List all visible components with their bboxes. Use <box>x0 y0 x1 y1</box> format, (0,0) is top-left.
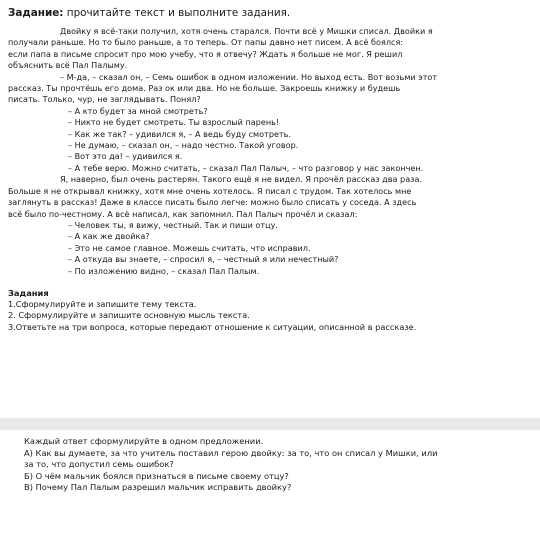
questions-list <box>24 448 532 494</box>
text-line: Двойку я всё-таки получил, хотя очень старался. Почти всё у Мишки списал. Двойки я <box>60 26 433 36</box>
text-line: – А как же двойка? <box>68 231 150 242</box>
text-line: Больше я не открывал книжку, хотя мне очень хотелось. Я писал с трудом. Так хотелось мне <box>8 185 412 196</box>
assignment-heading <box>8 7 532 19</box>
text-line: – Вот это да! – удивился я. <box>68 151 183 162</box>
text-line: если папа в письме спросит про мою учебу, что я отвечу? Ждать я больше не мог. Я решил <box>8 48 403 59</box>
text-line: – А тебе верю. Можно считать, – сказал Пал Палыч, – что разговор у нас закончен. <box>68 162 424 173</box>
task-item: 1.Сформулируйте и запишите тему текста. <box>8 298 197 309</box>
question-line: В) Почему Пал Палым разрешил мальчик исправить двойку? <box>24 482 292 493</box>
questions-sheet <box>0 430 540 536</box>
heading-label: Задание: <box>8 7 64 19</box>
text-line: – А кто будет за мной смотреть? <box>68 105 208 116</box>
question-line: за то, что допустил семь ошибок? <box>24 459 174 470</box>
tasks-list <box>8 299 532 333</box>
text-line: писать. Только, чур, не заглядывать. Понял? <box>8 94 201 105</box>
text-line: заглянуть в рассказ! Даже в классе писать было легче: можно было списать у соседа. А здесь <box>8 197 417 208</box>
text-line: – Никто не будет смотреть. Ты взрослый парень! <box>68 117 280 128</box>
text-line: – Как же так? – удивился я, – А ведь буду смотреть. <box>68 128 291 139</box>
questions-intro: Каждый ответ сформулируйте в одном предложении. <box>24 436 264 446</box>
question-line: А) Как вы думаете, за что учитель поставил герою двойку: за то, что он списал у Мишки, или <box>24 447 438 458</box>
text-line: – М-да, – сказал он, – Семь ошибок в одном изложении. Но выход есть. Вот возьми этот <box>60 71 438 82</box>
text-line: всё было по-честному. А всё написал, как запомнил. Пал Палыч прочёл и сказал: <box>8 208 358 219</box>
task-item: 3.Ответьте на три вопроса, которые передают отношение к ситуации, описанной в рассказе. <box>8 321 417 332</box>
text-line: – По изложению видно, – сказал Пал Палым. <box>68 265 260 276</box>
text-line: – А откуда вы знаете, – спросил я, – честный я или нечестный? <box>68 254 339 265</box>
task-item: 2. Сформулируйте и запишите основную мысль текста. <box>8 310 250 321</box>
text-line: – Не думаю, – сказал он, – надо честно. Такой уговор. <box>68 140 299 151</box>
text-line: – Человек ты, я вижу, честный. Так и пиши отцу. <box>68 219 278 230</box>
tasks-title: Задания <box>8 287 49 298</box>
heading-text: прочитайте текст и выполните задания. <box>63 7 291 19</box>
question-line: Б) О чём мальчик боялся признаться в письме своему отцу? <box>24 470 289 481</box>
text-line: Я, наверно, был очень растерян. Такого ещё я не видел. Я прочёл рассказ два раза. <box>60 174 422 185</box>
text-line: рассказ. Ты прочтёшь его дома. Раз ок или два. Но не больше. Закроешь книжку и будешь <box>8 83 401 94</box>
text-line: объяснить всё Пал Палыму. <box>8 60 128 71</box>
text-line: – Это не самое главное. Можешь считать, что исправил. <box>68 242 311 253</box>
text-line: получали раньше. Но то было раньше, а то теперь. От папы давно нет писем. А всё боялся: <box>8 37 404 48</box>
story-text <box>8 26 532 277</box>
